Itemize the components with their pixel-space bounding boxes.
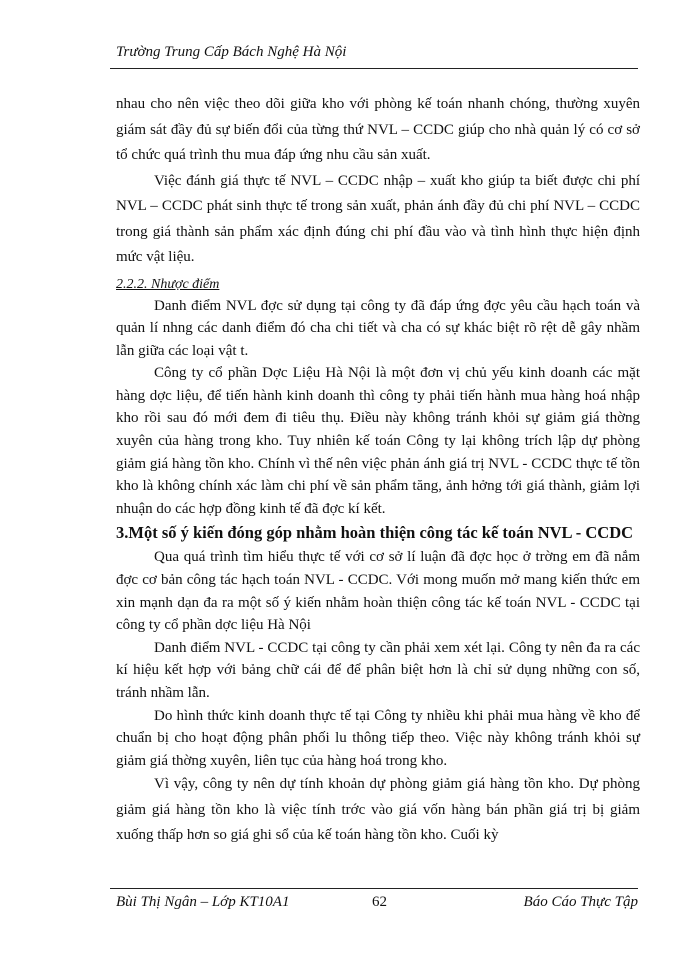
page-number: 62 bbox=[372, 894, 387, 910]
page-header: Trường Trung Cấp Bách Nghệ Hà Nội bbox=[116, 44, 347, 60]
header-rule bbox=[110, 68, 638, 69]
body-paragraph-1: nhau cho nên việc theo dõi giữa kho với phòng kế toán nhanh chóng, thường xuyên giám sát đầy đủ sự biến đổi của từng thứ NVL – CCDC giúp cho nhà quản lý có cơ sở tổ chức quá trình thu mua đáp ứng nhu cầu sản xuất. bbox=[116, 96, 640, 163]
section-paragraph-1: Qua quá trình tìm hiểu thực tế với cơ sở lí luận đã đợc học ở trờng em đã nắm đợc cơ bản công tác hạch toán NVL - CCDC. Với mong muốn mở mang kiến thức em xin mạnh dạn đa ra một số ý kiến nhằm hoàn thiện công tác kế toán NVL - CCDC tại công ty cổ phần dợc liệu Hà Nội bbox=[116, 549, 640, 634]
footer-author: Bùi Thị Ngân – Lớp KT10A1 bbox=[116, 894, 290, 910]
subsection-paragraph-1: Danh điểm NVL đợc sử dụng tại công ty đã đáp ứng đợc yêu cầu hạch toán và quản lí nhng các danh điểm đó cha chi tiết và cha có sự khác biệt rõ rệt dễ gây nhầm lẫn giữa các loại vật t. bbox=[116, 297, 640, 359]
body-paragraph-2: Việc đánh giá thực tế NVL – CCDC nhập – xuất kho giúp ta biết được chi phí NVL – CCDC phát sinh thực tế trong sản xuất, phản ánh đầy đủ chi phí NVL – CCDC trong giá thành sản phẩm xác định đúng chi phí đầu vào và tình hình thực hiện định mức vật liệu. bbox=[116, 172, 640, 265]
section-heading: 3.Một số ý kiến đóng góp nhằm hoàn thiện công tác kế toán NVL - CCDC bbox=[116, 523, 634, 543]
footer-report-title: Báo Cáo Thực Tập bbox=[523, 894, 638, 910]
page-body bbox=[116, 92, 640, 849]
subsection-paragraph-2: Công ty cổ phần Dợc Liệu Hà Nội là một đơn vị chủ yếu kinh doanh các mặt hàng dợc liệu, để tiến hành kinh doanh thì công ty phải tiến hành mua hàng hoá nhập kho rồi sau đó mới đem đi tiêu thụ. Điều này không tránh khỏi sự giảm giá thờng xuyên của hàng trong kho. Tuy nhiên kế toán Công ty lại không trích lập dự phòng giảm giá hàng tồn kho. Chính vì thế nên việc phản ánh giá trị NVL - CCDC thực tế tồn kho là không chính xác làm chi phí về sản phẩm tăng, ảnh hởng tới giá thành, giảm lợi nhuận do các hợp đồng kinh tế đã đợc kí kết. bbox=[116, 365, 640, 517]
footer-rule bbox=[110, 888, 638, 889]
subsection-heading: 2.2.2. Nhược điểm bbox=[116, 276, 220, 292]
section-paragraph-4: Vì vậy, công ty nên dự tính khoản dự phòng giảm giá hàng tồn kho. Dự phòng giảm giá hàng tồn kho là việc tính trớc vào giá vốn hàng bán phần giá trị bị giảm xuống thấp hơn so giá ghi sổ của kế toán hàng tồn kho. Cuối kỳ bbox=[116, 776, 640, 844]
section-paragraph-2: Danh điểm NVL - CCDC tại công ty cần phải xem xét lại. Công ty nên đa ra các kí hiệu kết hợp với bảng chữ cái để để phân biệt hơn là chỉ sử dụng những con số, tránh nhầm lẫn. bbox=[116, 639, 640, 701]
section-paragraph-3: Do hình thức kinh doanh thực tế tại Công ty nhiều khi phải mua hàng về kho để chuẩn bị cho hoạt động phân phối lu thông tiếp theo. Việc này không tránh khỏi sự giảm giá thờng xuyên, liên tục của hàng hoá trong kho. bbox=[116, 707, 640, 769]
